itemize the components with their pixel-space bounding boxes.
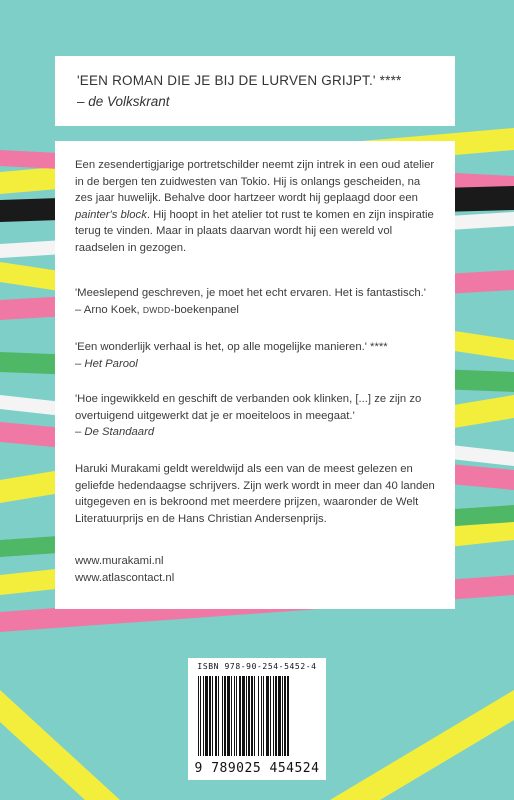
barcode-bar <box>278 676 281 756</box>
barcode-box <box>188 658 326 780</box>
barcode-bar <box>282 676 283 756</box>
barcode-bar <box>287 676 289 756</box>
barcode-bar <box>251 676 253 756</box>
top-quote-text: 'EEN ROMAN DIE JE BIJ DE LURVEN GRIJPT.' **** <box>77 73 402 88</box>
review-1-quote: 'Meeslepend geschreven, je moet het echt ervaren. Het is fantastisch.' <box>75 287 426 299</box>
back-cover-text-panel <box>55 141 455 609</box>
barcode-bar <box>248 676 250 756</box>
stripe-yellow <box>0 690 120 800</box>
barcode-bar <box>266 676 269 756</box>
stripe-black <box>0 198 60 222</box>
barcode-bar <box>231 676 232 756</box>
review-1 <box>75 285 439 318</box>
barcode-bar <box>236 676 237 756</box>
barcode-bar <box>284 676 286 756</box>
barcode-bar <box>254 676 255 756</box>
barcode-bar <box>270 676 271 756</box>
barcode-bars <box>198 676 316 756</box>
barcode-bar <box>215 676 217 756</box>
ean-number: 9 789025 454524 <box>194 761 320 776</box>
review-3 <box>75 391 439 441</box>
barcode-bar <box>246 676 247 756</box>
author-bio: Haruki Murakami geldt wereldwijd als een van de meest gelezen en geliefde hedendaagse schrijvers. Zijn werk wordt in meer dan 40 landen uitgegeven en is bekroond met meerdere prijzen, waaronder de Welt Literatuurprijs en de Hans Christian Andersenprijs. <box>75 463 435 525</box>
barcode-bar <box>209 676 211 756</box>
barcode-bar <box>227 676 230 756</box>
link-atlascontact[interactable]: www.atlascontact.nl <box>75 571 175 584</box>
barcode-bar <box>258 676 259 756</box>
barcode-bar <box>239 676 241 756</box>
barcode-bar <box>198 676 199 756</box>
review-3-quote: 'Hoe ingewikkeld en geschift de verbanden ook klinken, [...] ze zijn zo overtuigend uitgewerkt dat je er moeiteloos in meegaat.' <box>75 393 422 422</box>
barcode-bar <box>218 676 219 756</box>
review-2-source: – Het Parool <box>75 357 138 370</box>
link-murakami[interactable]: www.murakami.nl <box>75 555 164 567</box>
top-quote-panel <box>55 56 455 126</box>
review-3-source: – De Standaard <box>75 426 155 439</box>
website-links <box>75 553 439 586</box>
top-quote-source: – de Volkskrant <box>77 94 170 109</box>
barcode-bar <box>205 676 208 756</box>
barcode-bar <box>261 676 262 756</box>
review-2-quote: 'Een wonderlijk verhaal is het, op alle mogelijke manieren.' **** <box>75 341 388 353</box>
barcode-bar <box>263 676 264 756</box>
barcode-bar <box>224 676 226 756</box>
barcode-bar <box>212 676 213 756</box>
stripe-yellow <box>330 690 514 800</box>
barcode-bar <box>275 676 277 756</box>
isbn-label: ISBN 978-90-254-5452-4 <box>197 662 317 671</box>
barcode-bar <box>234 676 235 756</box>
barcode-bar <box>200 676 201 756</box>
barcode-bar <box>273 676 274 756</box>
barcode-bar <box>242 676 245 756</box>
barcode-bar <box>222 676 223 756</box>
blurb-paragraph: Een zesendertigjarige portretschilder neemt zijn intrek in een oud atelier in de bergen ten zuidwesten van Tokio. Hij is onlangs gescheiden, na zes jaar huwelijk. Behalve door hartzeer wordt hij geplaagd door een painter's block. Hij hoopt in het atelier tot rust te komen en zijn inspiratie terug te vinden. Maar in plaats daarvan wordt hij een wereld vol raadselen in gezogen. <box>75 159 435 254</box>
barcode-bar <box>203 676 204 756</box>
review-1-source: – Arno Koek, DWDD-boekenpanel <box>75 303 239 316</box>
top-quote-source-name: de Volkskrant <box>88 94 170 109</box>
review-2 <box>75 339 439 372</box>
